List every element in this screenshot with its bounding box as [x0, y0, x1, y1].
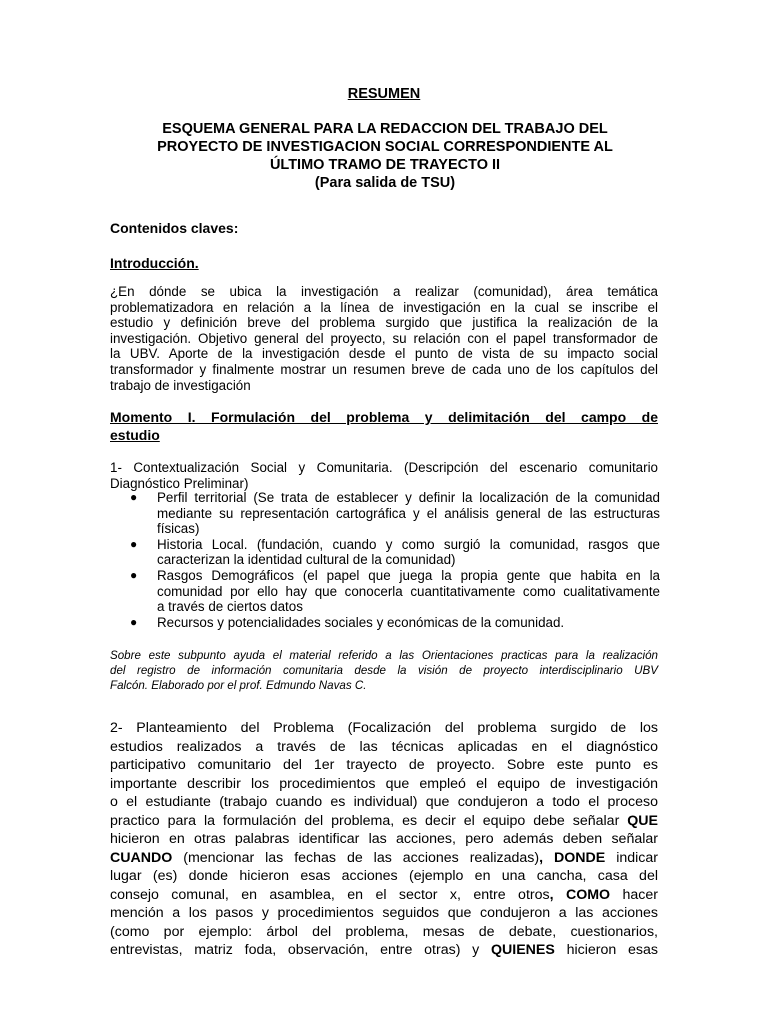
list-item-line: físicas)	[157, 521, 200, 537]
document-subtitle	[110, 120, 660, 192]
subtitle-line: ÚLTIMO TRAMO DE TRAYECTO II	[269, 157, 501, 173]
momento-heading	[110, 408, 658, 444]
paragraph-line	[110, 941, 658, 960]
paragraph-line: participativo comunitario del 1er trayecto de proyecto. Sobre este punto es	[110, 757, 658, 773]
contenidos-heading: Contenidos claves:	[110, 220, 239, 236]
paragraph-line: transformador y finalmente mostrar un resumen breve de cada uno de los capítulos del	[110, 361, 658, 377]
paragraph-line: problematizadora en relación a la línea de investigación en la cual se inscribe el	[110, 299, 658, 315]
emphasis-quienes: QUIENES	[490, 942, 555, 958]
list-item-line: mediante su representación cartográfica y el análisis general de las estructuras	[157, 505, 660, 521]
paragraph-line	[110, 849, 658, 868]
note-line: del registro de información comunitaria desde la visión de proyecto interdisciplinario UBV	[110, 664, 658, 677]
paragraph-line: la UBV. Aporte de la investigación desde el punto de vista de su impacto social	[110, 346, 658, 362]
introduccion-heading: Introducción.	[110, 255, 199, 271]
subtitle-line: ESQUEMA GENERAL PARA LA REDACCION DEL TRABAJO DEL	[162, 121, 608, 137]
list-item-line: Perfil territorial (Se trata de establecer y definir la localización de la comunidad	[157, 490, 660, 505]
document-title: RESUMEN	[347, 86, 421, 102]
subtitle-line: PROYECTO DE INVESTIGACION SOCIAL CORRESPONDIENTE AL	[157, 139, 613, 155]
paragraph-line: Diagnóstico Preliminar)	[110, 475, 249, 491]
note-line: Sobre este subpunto ayuda el material referido a las Orientaciones practicas para la realización	[110, 649, 658, 662]
list-item	[110, 615, 660, 631]
paragraph-line: 1- Contextualización Social y Comunitaria. (Descripción del escenario comunitario	[110, 460, 658, 475]
paragraph-line: importante describir los procedimientos que empleó el equipo de investigación	[110, 775, 658, 792]
subtitle-line: (Para salida de TSU)	[314, 175, 456, 191]
emphasis-comma: ,	[549, 886, 554, 903]
line-text: practico para la formulación del problema, es decir el equipo debe señalar	[110, 812, 620, 829]
momento-line: Momento I. Formulación del problema y delimitación del campo de	[110, 409, 658, 425]
list-item-line: Rasgos Demográficos (el papel que juega la propia gente que habita en la	[157, 567, 660, 583]
italic-note	[110, 648, 658, 693]
emphasis-donde: DONDE	[554, 849, 606, 866]
paragraph-line: trabajo de investigación	[110, 377, 251, 393]
bullet-list	[110, 490, 660, 630]
list-item-line: Recursos y potencialidades sociales y económicas de la comunidad.	[157, 614, 565, 630]
bullet-icon: ●	[130, 490, 138, 504]
paragraph-line: (como por ejemplo: árbol del problema, mesas de debate, cuestionarios,	[110, 923, 658, 940]
line-text: hicieron esas	[566, 942, 658, 958]
emphasis-que: QUE	[627, 812, 658, 829]
list-item-line: a través de ciertos datos	[157, 599, 303, 615]
paragraph-line: investigación. Objetivo general del proyecto, su relación con el papel transformador de	[110, 330, 658, 346]
bullet-icon: ●	[130, 567, 138, 582]
line-text: (mencionar las fechas de las acciones realizadas)	[183, 849, 540, 866]
item2-paragraph	[110, 719, 658, 960]
paragraph-line: 2- Planteamiento del Problema (Focalización del problema surgido de los	[110, 720, 658, 736]
bullet-icon: ●	[130, 614, 138, 629]
note-line: Falcón. Elaborado por el prof. Edmundo Navas C.	[110, 679, 367, 692]
line-text: consejo comunal, en asamblea, en el sector x, entre otros	[110, 886, 550, 903]
line-text: indicar	[616, 849, 658, 866]
paragraph-line: o el estudiante (trabajo cuando es individual) que condujeron a todo el proceso	[110, 794, 658, 810]
list-item-line: caracterizan la identidad cultural de la comunidad)	[157, 552, 456, 568]
emphasis-como: COMO	[565, 886, 611, 903]
list-item-line: Historia Local. (fundación, cuando y como surgió la comunidad, rasgos que	[157, 536, 660, 552]
paragraph-line: hicieron en otras palabras identificar las acciones, pero además deben señalar	[110, 831, 658, 847]
emphasis-comma: ,	[539, 849, 544, 866]
paragraph-line: mención a los pasos y procedimientos seguidos que condujeron a las acciones	[110, 905, 658, 921]
list-item	[110, 568, 660, 615]
momento-line: estudio	[110, 427, 160, 443]
list-item	[110, 537, 660, 568]
item1-paragraph	[110, 460, 658, 491]
paragraph-line: ¿En dónde se ubica la investigación a realizar (comunidad), área temática	[110, 284, 658, 299]
paragraph-line: estudios realizados a través de las técnicas aplicadas en el diagnóstico	[110, 738, 658, 755]
emphasis-cuando: CUANDO	[110, 849, 173, 866]
paragraph-line: lugar (es) donde hicieron esas acciones (ejemplo en una cancha, casa del	[110, 868, 658, 884]
list-item-line: comunidad por ello hay que conocerla cuantitativamente como cualitativamente	[157, 583, 660, 599]
paragraph-line	[110, 812, 658, 831]
bullet-icon: ●	[130, 536, 138, 551]
list-item	[110, 490, 660, 537]
line-text: hacer	[622, 886, 658, 903]
introduccion-paragraph	[110, 284, 658, 393]
paragraph-line	[110, 886, 658, 905]
line-text: entrevistas, matriz foda, observación, entre otras) y	[110, 942, 480, 958]
paragraph-line: estudio y definición breve del problema surgido que justifica la realización de la	[110, 315, 658, 331]
